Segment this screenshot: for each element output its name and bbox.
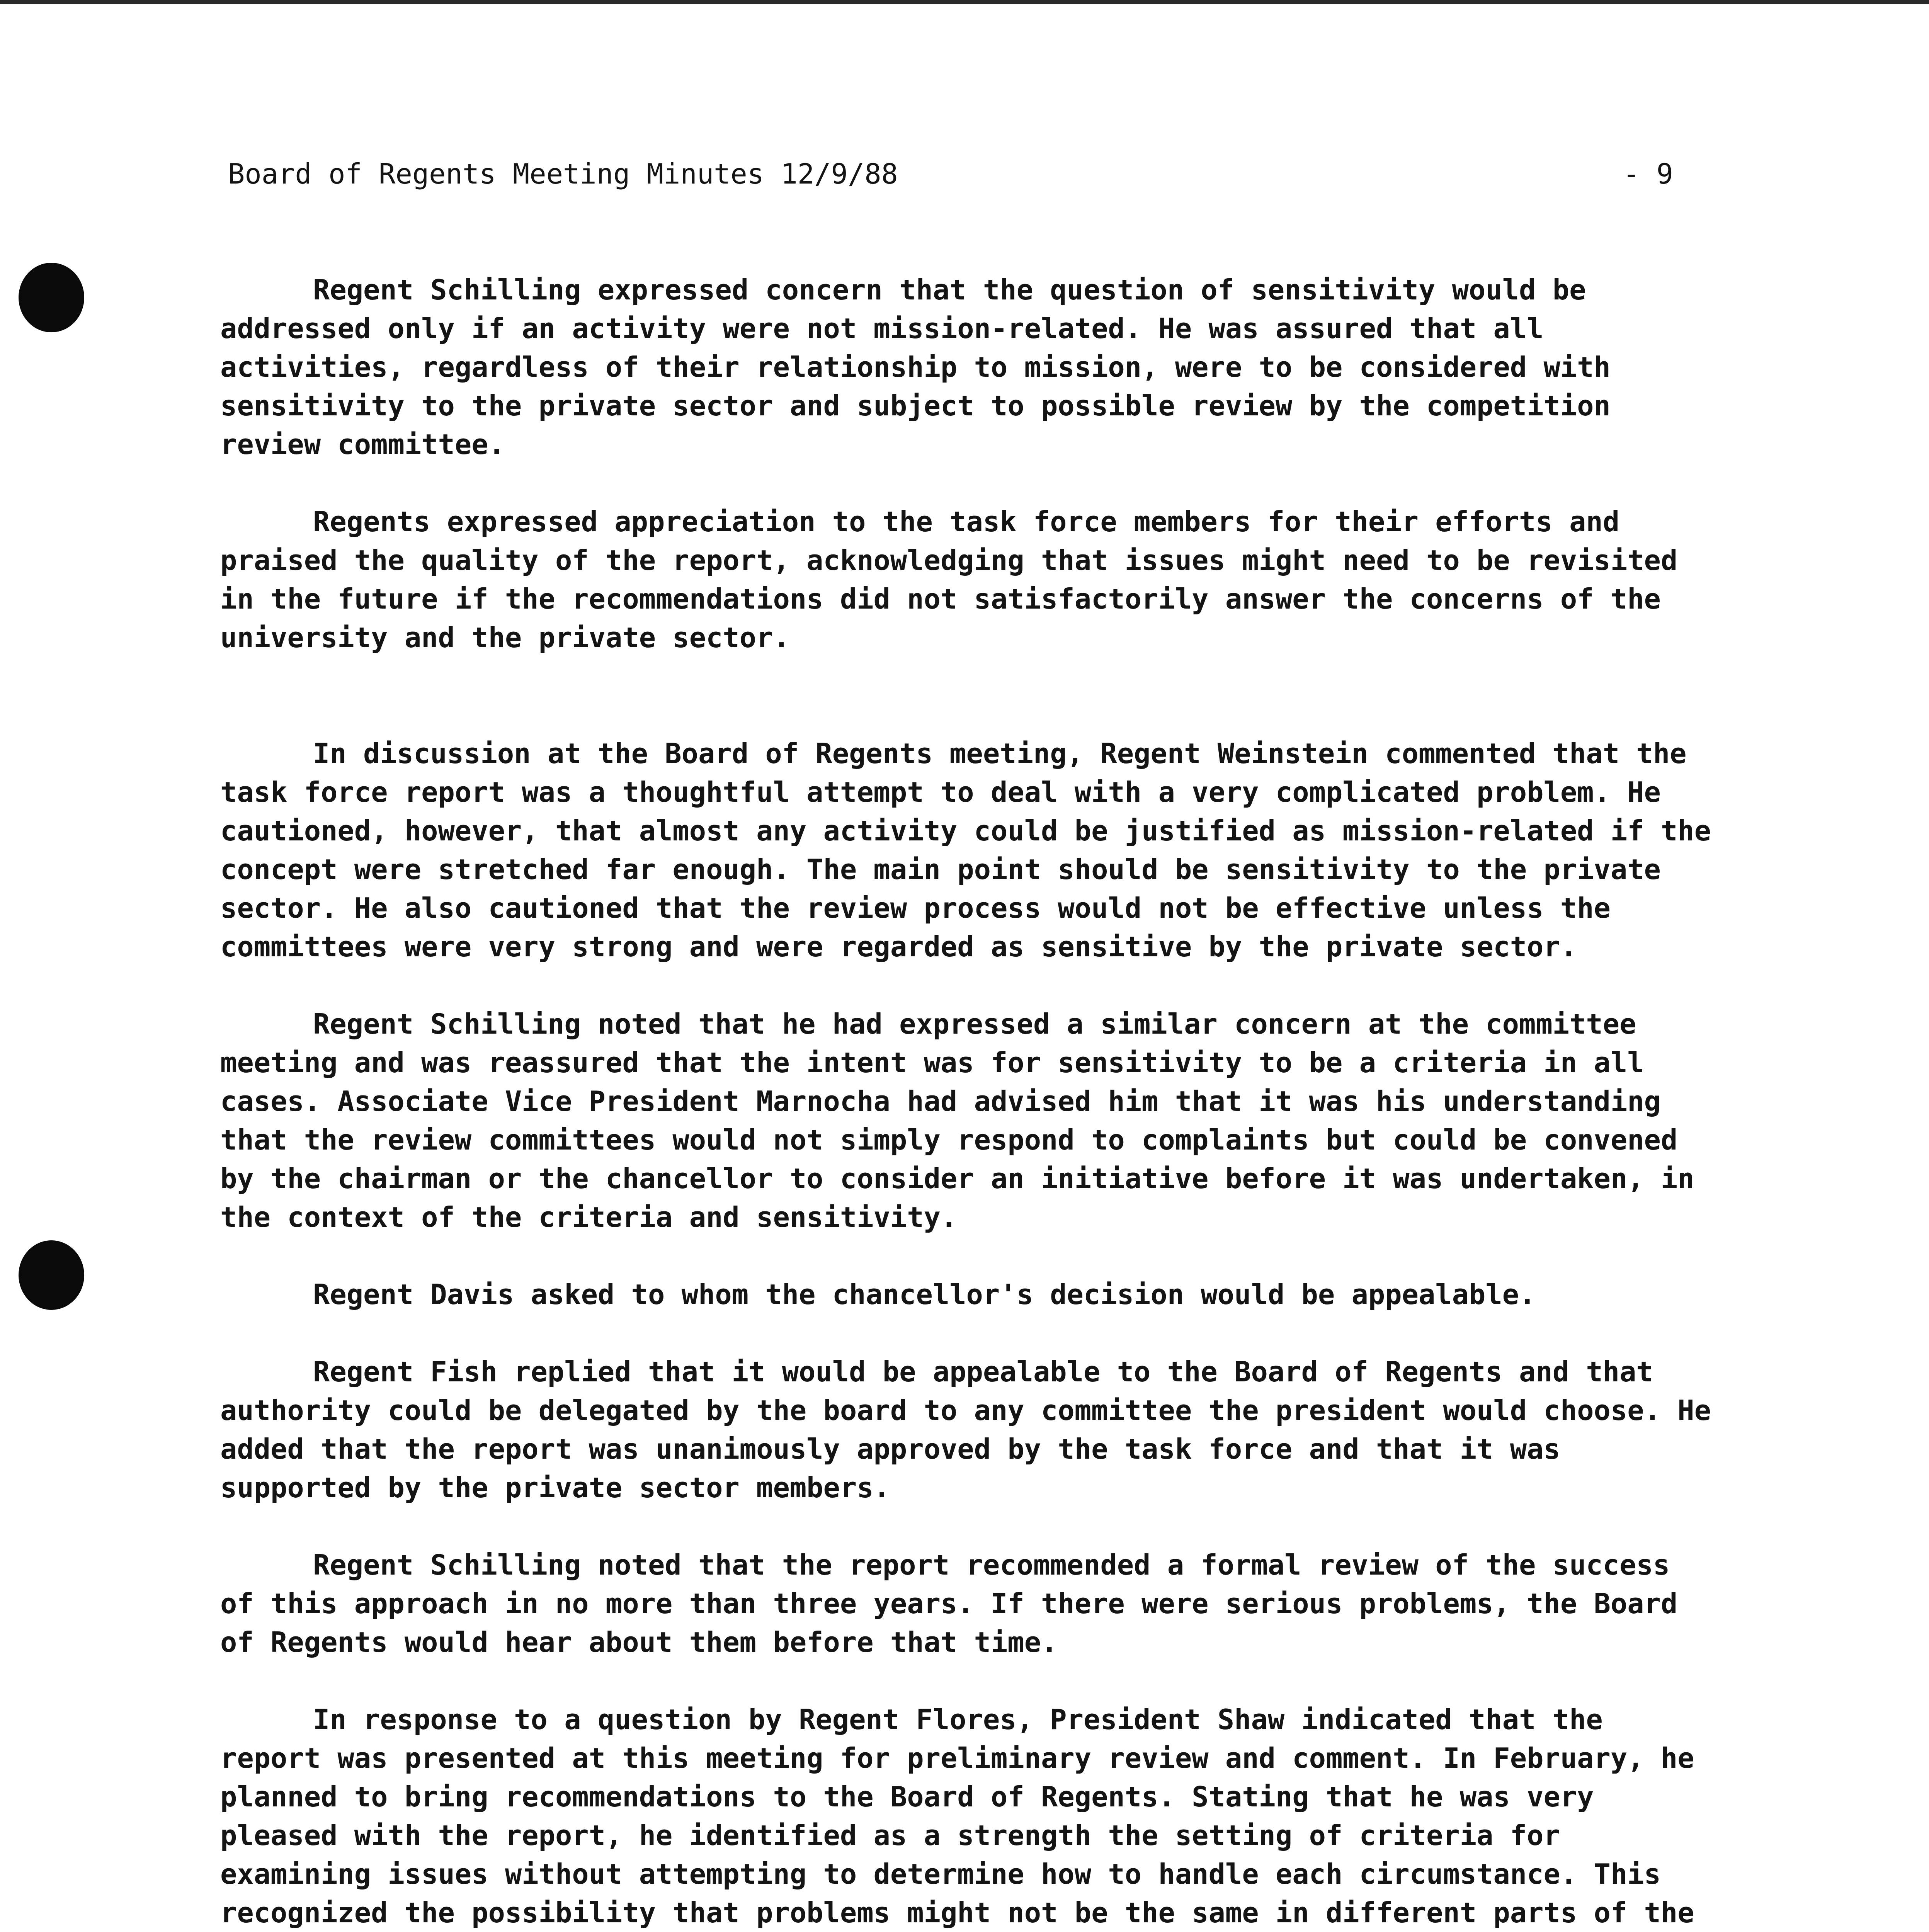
document-title: Board of Regents Meeting Minutes 12/9/88 <box>228 158 898 190</box>
paragraph-fish-reply: Regent Fish replied that it would be appealable to the Board of Regents and that authority could be delegated by the board to any committee the president would choose. He added that the report was unanimously approved by the task force and that it was supported by the private sector members. <box>220 1355 1711 1504</box>
binder-hole-middle <box>19 1240 84 1310</box>
paragraph-schilling-review: Regent Schilling noted that the report recommended a formal review of the success of this approach in no more than three years. If there were serious problems, the Board of Regents would hear about them before that time. <box>220 1549 1678 1658</box>
page-number: - 9 <box>1623 158 1673 190</box>
minutes-body <box>220 270 1712 1932</box>
top-edge-rule <box>0 0 1929 4</box>
binder-hole-top <box>19 263 84 332</box>
page-header <box>228 155 1673 201</box>
paragraph-schilling-reassured: Regent Schilling noted that he had expressed a similar concern at the committee meeting and was reassured that the intent was for sensitivity to be a criteria in all cases. Associate Vice President Marnocha had advised him that it was his understanding that the review committees would not simply respond to complaints but could be convened by the chairman or the chancellor to consider an initiative before it was undertaken, in the context of the criteria and sensitivity. <box>220 1008 1694 1233</box>
paragraph-davis-question: Regent Davis asked to whom the chancellor's decision would be appealable. <box>313 1278 1536 1311</box>
paragraph-weinstein-discussion: In discussion at the Board of Regents meeting, Regent Weinstein commented that the task force report was a thoughtful attempt to deal with a very complicated problem. He cautioned, however, that almost any activity could be justified as mission-related if the concept were stretched far enough. The main point should be sensitivity to the private sector. He also cautioned that the review process would not be effective unless the committees were very strong and were regarded as sensitive by the private sector. <box>220 737 1711 963</box>
paragraph-regents-appreciation: Regents expressed appreciation to the task force members for their efforts and praised the quality of the report, acknowledging that issues might need to be revisited in the future if the recommendations did not satisfactorily answer the concerns of the university and the private sector. <box>220 505 1678 654</box>
paragraph-schilling-sensitivity: Regent Schilling expressed concern that the question of sensitivity would be addressed only if an activity were not mission-related. He was assured that all activities, regardless of their relationship to mission, were to be considered with sensitivity to the private sector and subject to possible review by the competition review committee. <box>220 274 1611 461</box>
paragraph-shaw-response: In response to a question by Regent Flores, President Shaw indicated that the report was presented at this meeting for preliminary review and comment. In February, he planned to bring recommendations to the Board of Regents. Stating that he was very pleased with the report, he identified as a strength the setting of criteria for examining issues without attempting to determine how to handle each circumstance. This recognized the possibility that problems might not be the same in different parts of the <box>220 1703 1694 1929</box>
